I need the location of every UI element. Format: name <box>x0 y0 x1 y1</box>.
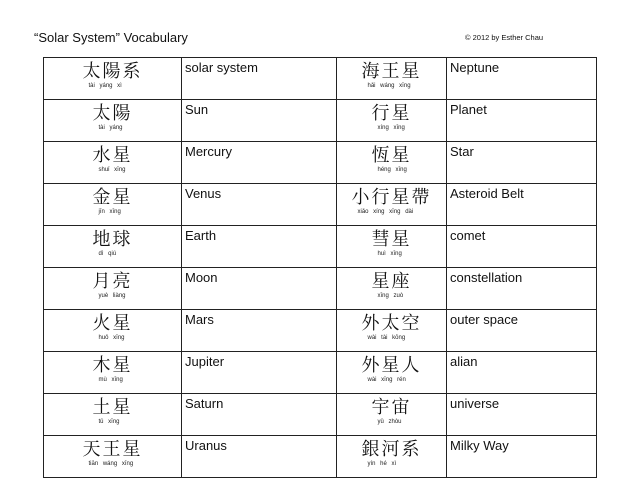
pinyin-text: tài yáng <box>98 125 123 131</box>
pinyin-text: jīn xīng <box>98 209 121 215</box>
term-block <box>93 310 133 342</box>
pinyin-text: yín hé xì <box>367 461 397 467</box>
chinese-characters: 星座 <box>371 271 412 292</box>
right-english-cell: outer space <box>447 310 597 352</box>
right-english-cell: universe <box>447 394 597 436</box>
chinese-characters: 外太空 <box>361 313 422 334</box>
table-row <box>44 184 597 226</box>
left-english-cell: Earth <box>182 226 337 268</box>
term-block <box>372 226 412 258</box>
copyright-notice: © 2012 by Esther Chau <box>465 33 544 42</box>
chinese-characters: 行星 <box>371 103 412 124</box>
chinese-characters: 天王星 <box>82 439 143 460</box>
left-english-cell: Moon <box>182 268 337 310</box>
left-chinese-cell <box>44 436 182 478</box>
left-english-cell: Mars <box>182 310 337 352</box>
left-chinese-cell <box>44 394 182 436</box>
pinyin-text: wài xīng rén <box>367 377 406 383</box>
pinyin-text: dì qiú <box>98 251 117 257</box>
pinyin-text: xíng xīng <box>377 125 405 131</box>
term-block <box>362 436 422 468</box>
chinese-characters: 火星 <box>92 313 133 334</box>
term-block <box>93 100 133 132</box>
right-english-cell: Star <box>447 142 597 184</box>
left-english-cell: Uranus <box>182 436 337 478</box>
left-chinese-cell <box>44 58 182 100</box>
right-chinese-cell <box>337 58 447 100</box>
term-block <box>93 184 133 216</box>
pinyin-text: xīng zuò <box>377 293 404 299</box>
chinese-characters: 外星人 <box>361 355 422 376</box>
right-chinese-cell <box>337 268 447 310</box>
term-block <box>372 268 412 300</box>
pinyin-text: mù xīng <box>98 377 123 383</box>
table-row <box>44 142 597 184</box>
right-chinese-cell <box>337 352 447 394</box>
term-block <box>83 58 143 90</box>
left-chinese-cell <box>44 100 182 142</box>
chinese-characters: 太陽系 <box>82 61 143 82</box>
chinese-characters: 宇宙 <box>371 397 412 418</box>
left-english-cell: Mercury <box>182 142 337 184</box>
pinyin-text: tǔ xīng <box>98 419 120 425</box>
left-english-cell: solar system <box>182 58 337 100</box>
right-chinese-cell <box>337 394 447 436</box>
right-chinese-cell <box>337 310 447 352</box>
pinyin-text: huǒ xīng <box>98 335 125 341</box>
term-block <box>93 268 133 300</box>
pinyin-text: xiǎo xíng xīng dài <box>357 209 414 215</box>
pinyin-text: tài yáng xì <box>88 83 122 89</box>
pinyin-text: héng xīng <box>377 167 407 173</box>
chinese-characters: 地球 <box>92 229 133 250</box>
left-chinese-cell <box>44 352 182 394</box>
right-chinese-cell <box>337 436 447 478</box>
chinese-characters: 太陽 <box>92 103 133 124</box>
chinese-characters: 木星 <box>92 355 133 376</box>
chinese-characters: 土星 <box>92 397 133 418</box>
pinyin-text: shuǐ xīng <box>98 167 126 173</box>
term-block <box>372 142 412 174</box>
pinyin-text: yǔ zhòu <box>377 419 402 425</box>
left-english-cell: Sun <box>182 100 337 142</box>
table-row <box>44 226 597 268</box>
vocabulary-table <box>43 57 597 478</box>
term-block <box>372 100 412 132</box>
term-block <box>93 226 133 258</box>
chinese-characters: 小行星帶 <box>351 187 432 208</box>
right-english-cell: alian <box>447 352 597 394</box>
table-row <box>44 58 597 100</box>
table-row <box>44 352 597 394</box>
right-chinese-cell <box>337 100 447 142</box>
chinese-characters: 海王星 <box>361 61 422 82</box>
pinyin-text: tiān wáng xīng <box>88 461 134 467</box>
term-block <box>93 142 133 174</box>
table-row <box>44 394 597 436</box>
right-chinese-cell <box>337 142 447 184</box>
term-block <box>93 352 133 384</box>
right-chinese-cell <box>337 184 447 226</box>
pinyin-text: huì xīng <box>377 251 402 257</box>
left-chinese-cell <box>44 310 182 352</box>
chinese-characters: 金星 <box>92 187 133 208</box>
vocabulary-table-body <box>44 58 597 478</box>
left-english-cell: Jupiter <box>182 352 337 394</box>
table-row <box>44 310 597 352</box>
term-block <box>362 352 422 384</box>
term-block <box>93 394 133 426</box>
left-english-cell: Venus <box>182 184 337 226</box>
term-block <box>362 58 422 90</box>
term-block <box>362 310 422 342</box>
term-block <box>372 394 412 426</box>
left-chinese-cell <box>44 226 182 268</box>
left-chinese-cell <box>44 184 182 226</box>
left-english-cell: Saturn <box>182 394 337 436</box>
pinyin-text: yuè liàng <box>98 293 126 299</box>
right-english-cell: Asteroid Belt <box>447 184 597 226</box>
left-chinese-cell <box>44 268 182 310</box>
right-english-cell: Neptune <box>447 58 597 100</box>
table-row <box>44 436 597 478</box>
table-row <box>44 100 597 142</box>
pinyin-text: wài tài kōng <box>367 335 406 341</box>
table-row <box>44 268 597 310</box>
right-english-cell: constellation <box>447 268 597 310</box>
document-title: “Solar System” Vocabulary <box>34 30 188 45</box>
right-chinese-cell <box>337 226 447 268</box>
chinese-characters: 恆星 <box>371 145 412 166</box>
left-chinese-cell <box>44 142 182 184</box>
right-english-cell: Planet <box>447 100 597 142</box>
chinese-characters: 銀河系 <box>361 439 422 460</box>
chinese-characters: 彗星 <box>371 229 412 250</box>
term-block <box>352 184 432 216</box>
chinese-characters: 月亮 <box>92 271 133 292</box>
right-english-cell: Milky Way <box>447 436 597 478</box>
right-english-cell: comet <box>447 226 597 268</box>
chinese-characters: 水星 <box>92 145 133 166</box>
pinyin-text: hǎi wáng xīng <box>367 83 411 89</box>
term-block <box>83 436 143 468</box>
